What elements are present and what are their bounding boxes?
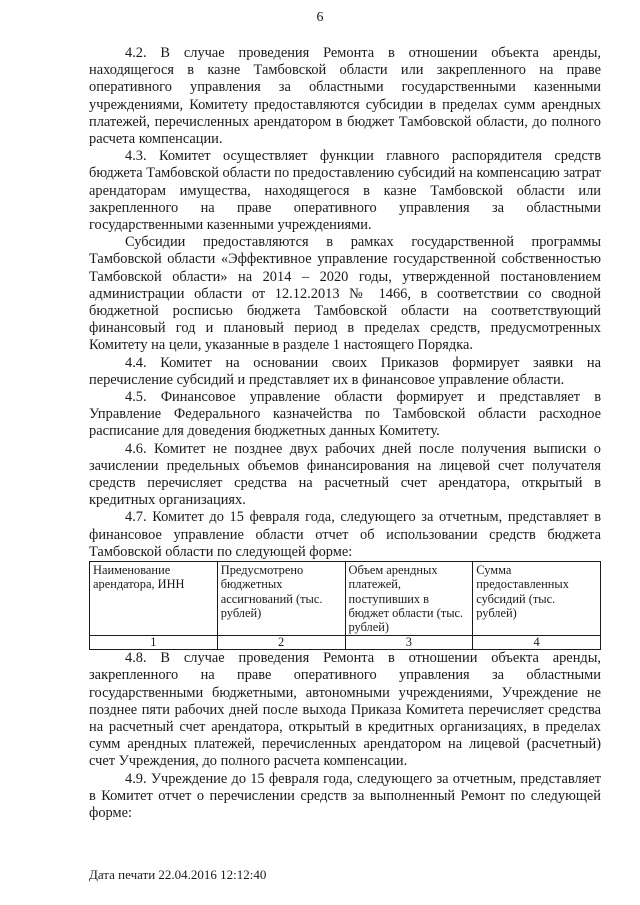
paragraph-4-4: 4.4. Комитет на основании своих Приказов формирует заявки на перечисление субсидий и представляет их в финансовое управление области. — [89, 354, 601, 388]
paragraph-4-7: 4.7. Комитет до 15 февраля года, следующего за отчетным, представляет в финансовое управление области отчет об использовании средств бюджета Тамбовской области по следующей форме: — [89, 509, 601, 560]
column-number: 1 — [90, 636, 218, 650]
paragraph-4-6: 4.6. Комитет не позднее двух рабочих дней после получения выписки о зачислении предельных объемов финансирования на лицевой счет получателя средств перечисляет средства на расчетный счет арендатора, открытый в кредитных организациях. — [89, 440, 601, 509]
table-header-row — [90, 562, 601, 636]
table-number-row — [90, 636, 601, 650]
header-subsidies-amount: Сумма предоставленных субсидий (тыс. рублей) — [473, 562, 601, 636]
header-tenant: Наименование арендатора, ИНН — [90, 562, 218, 636]
report-form-table — [89, 561, 601, 650]
paragraph-4-3: 4.3. Комитет осуществляет функции главного распорядителя средств бюджета Тамбовской области по предоставлению субсидий на компенсацию затрат арендаторам имущества, находящегося в казне Тамбовской области или закрепленного на праве оперативного управления за областными государственными казенными учреждениями. — [89, 148, 601, 234]
column-number: 4 — [473, 636, 601, 650]
paragraph-subsidies: Субсидии предоставляются в рамках государственной программы Тамбовской области «Эффективное управление государственной собственностью Тамбовской области» на 2014 – 2020 годы, утвержденной постановлением администрации области от 12.12.2013 № 1466, в соответствии со сводной бюджетной росписью бюджета Тамбовской области на соответствующий финансовый год и плановый период в пределах средств, предусмотренных Комитету на цели, указанные в разделе 1 настоящего Порядка. — [89, 234, 601, 354]
header-budget-allocations: Предусмотрено бюджетных ассигнований (тыс. рублей) — [217, 562, 345, 636]
column-number: 3 — [345, 636, 473, 650]
header-rent-payments: Объем арендных платежей, поступивших в бюджет области (тыс. рублей) — [345, 562, 473, 636]
print-date-footer: Дата печати 22.04.2016 12:12:40 — [89, 867, 267, 882]
column-number: 2 — [217, 636, 345, 650]
paragraph-4-9: 4.9. Учреждение до 15 февраля года, следующего за отчетным, представляет в Комитет отчет о перечислении средств за выполненный Ремонт по следующей форме: — [89, 770, 601, 821]
page-number: 6 — [316, 10, 324, 25]
paragraph-4-8: 4.8. В случае проведения Ремонта в отношении объекта аренды, закрепленного на праве оперативного управления за областными государственными бюджетными, автономными учреждениями, Учреждение не позднее пяти рабочих дней после выхода Приказа Комитета перечисляет средства на расчетный счет арендатора, открытый в кредитных организациях, в пределах сумм арендных платежей, перечисленных арендатором на лицевой (расчетный) счет Учреждения, до полного расчета компенсации. — [89, 650, 601, 770]
paragraph-4-5: 4.5. Финансовое управление области формирует и представляет в Управление Федерального казначейства по Тамбовской области расходное расписание для доведения бюджетных данных Комитету. — [89, 389, 601, 440]
paragraph-4-2: 4.2. В случае проведения Ремонта в отношении объекта аренды, находящегося в казне Тамбовской области или закрепленного на праве оперативного управления за областными государственными казенными учреждениями, Комитету предоставляются субсидии в пределах сумм арендных платежей, перечисленных арендатором в бюджет Тамбовской области, до полного расчета компенсации. — [89, 45, 601, 148]
page-content — [89, 45, 601, 822]
